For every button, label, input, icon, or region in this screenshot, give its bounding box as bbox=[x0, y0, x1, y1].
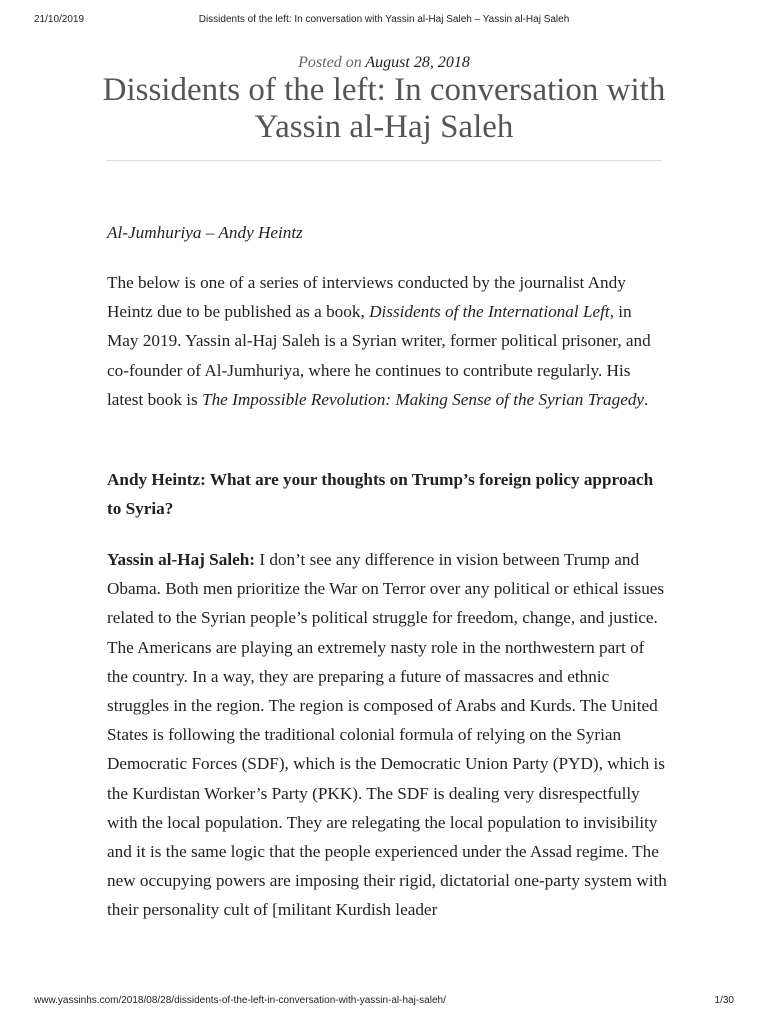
answer-text: I don’t see any difference in vision between Trump and Obama. Both men prioritize the War on Terror over any political or ethical issues related to the Syrian people’s political struggle for freedom, change, and justice. The Americans are playing an extremely nasty role in the northwestern part of the country. In a way, they are preparing a future of massacres and ethnic struggles in the region. The region is composed of Arabs and Kurds. The United States is following the traditional colonial formula of relying on the Syrian Democratic Forces (SDF), which is the Democratic Union Party (PYD), which is the Kurdistan Worker’s Party (PKK). The SDF is dealing very disrespectfully with the local population. They are relegating the local population to invisibility and it is the same logic that the people experienced under the Assad regime. The new occupying powers are imposing their rigid, dictatorial one-party system with their personality cult of [militant Kurdish leader bbox=[107, 550, 667, 920]
print-date: 21/10/2019 bbox=[34, 14, 85, 25]
print-page-number: 1/30 bbox=[714, 995, 734, 1006]
intro-text-3: . bbox=[644, 389, 649, 409]
intro-text-2: , in May 2019. Yassin al-Haj Saleh is a Syrian writer, former political prisoner, and co-founder of Al-Jumhuriya, where he continues to contribute regularly. His latest book is bbox=[107, 302, 651, 409]
intro-book-title: Dissidents of the International Left bbox=[369, 302, 610, 322]
print-footer bbox=[34, 995, 734, 1009]
print-page-title: Dissidents of the left: In conversation with Yassin al-Haj Saleh – Yassin al-Haj Saleh bbox=[198, 14, 570, 25]
interview-answer bbox=[107, 545, 667, 925]
article-source: Al-Jumhuriya – Andy Heintz bbox=[107, 223, 303, 242]
intro-paragraph bbox=[107, 268, 667, 414]
posted-prefix: Posted on bbox=[298, 54, 362, 71]
print-header bbox=[34, 14, 734, 28]
posted-date-link[interactable]: August 28, 2018 bbox=[365, 54, 470, 71]
intro-text-1: The below is one of a series of interviews conducted by the journalist Andy Heintz due to be published as a book, bbox=[107, 273, 626, 322]
title-divider bbox=[106, 160, 662, 161]
page-title: Dissidents of the left: In conversation with Yassin al-Haj Saleh bbox=[102, 72, 666, 145]
answer-speaker: Yassin al-Haj Saleh: bbox=[107, 550, 256, 569]
post-meta bbox=[0, 54, 768, 72]
intro-latest-book: The Impossible Revolution: Making Sense of the Syrian Tragedy bbox=[202, 389, 645, 409]
interview-question: Andy Heintz: What are your thoughts on Trump’s foreign policy approach to Syria? bbox=[107, 470, 654, 519]
print-url: www.yassinhs.com/2018/08/28/dissidents-of-the-left-in-conversation-with-yassin-al-haj-saleh/ bbox=[34, 995, 446, 1006]
